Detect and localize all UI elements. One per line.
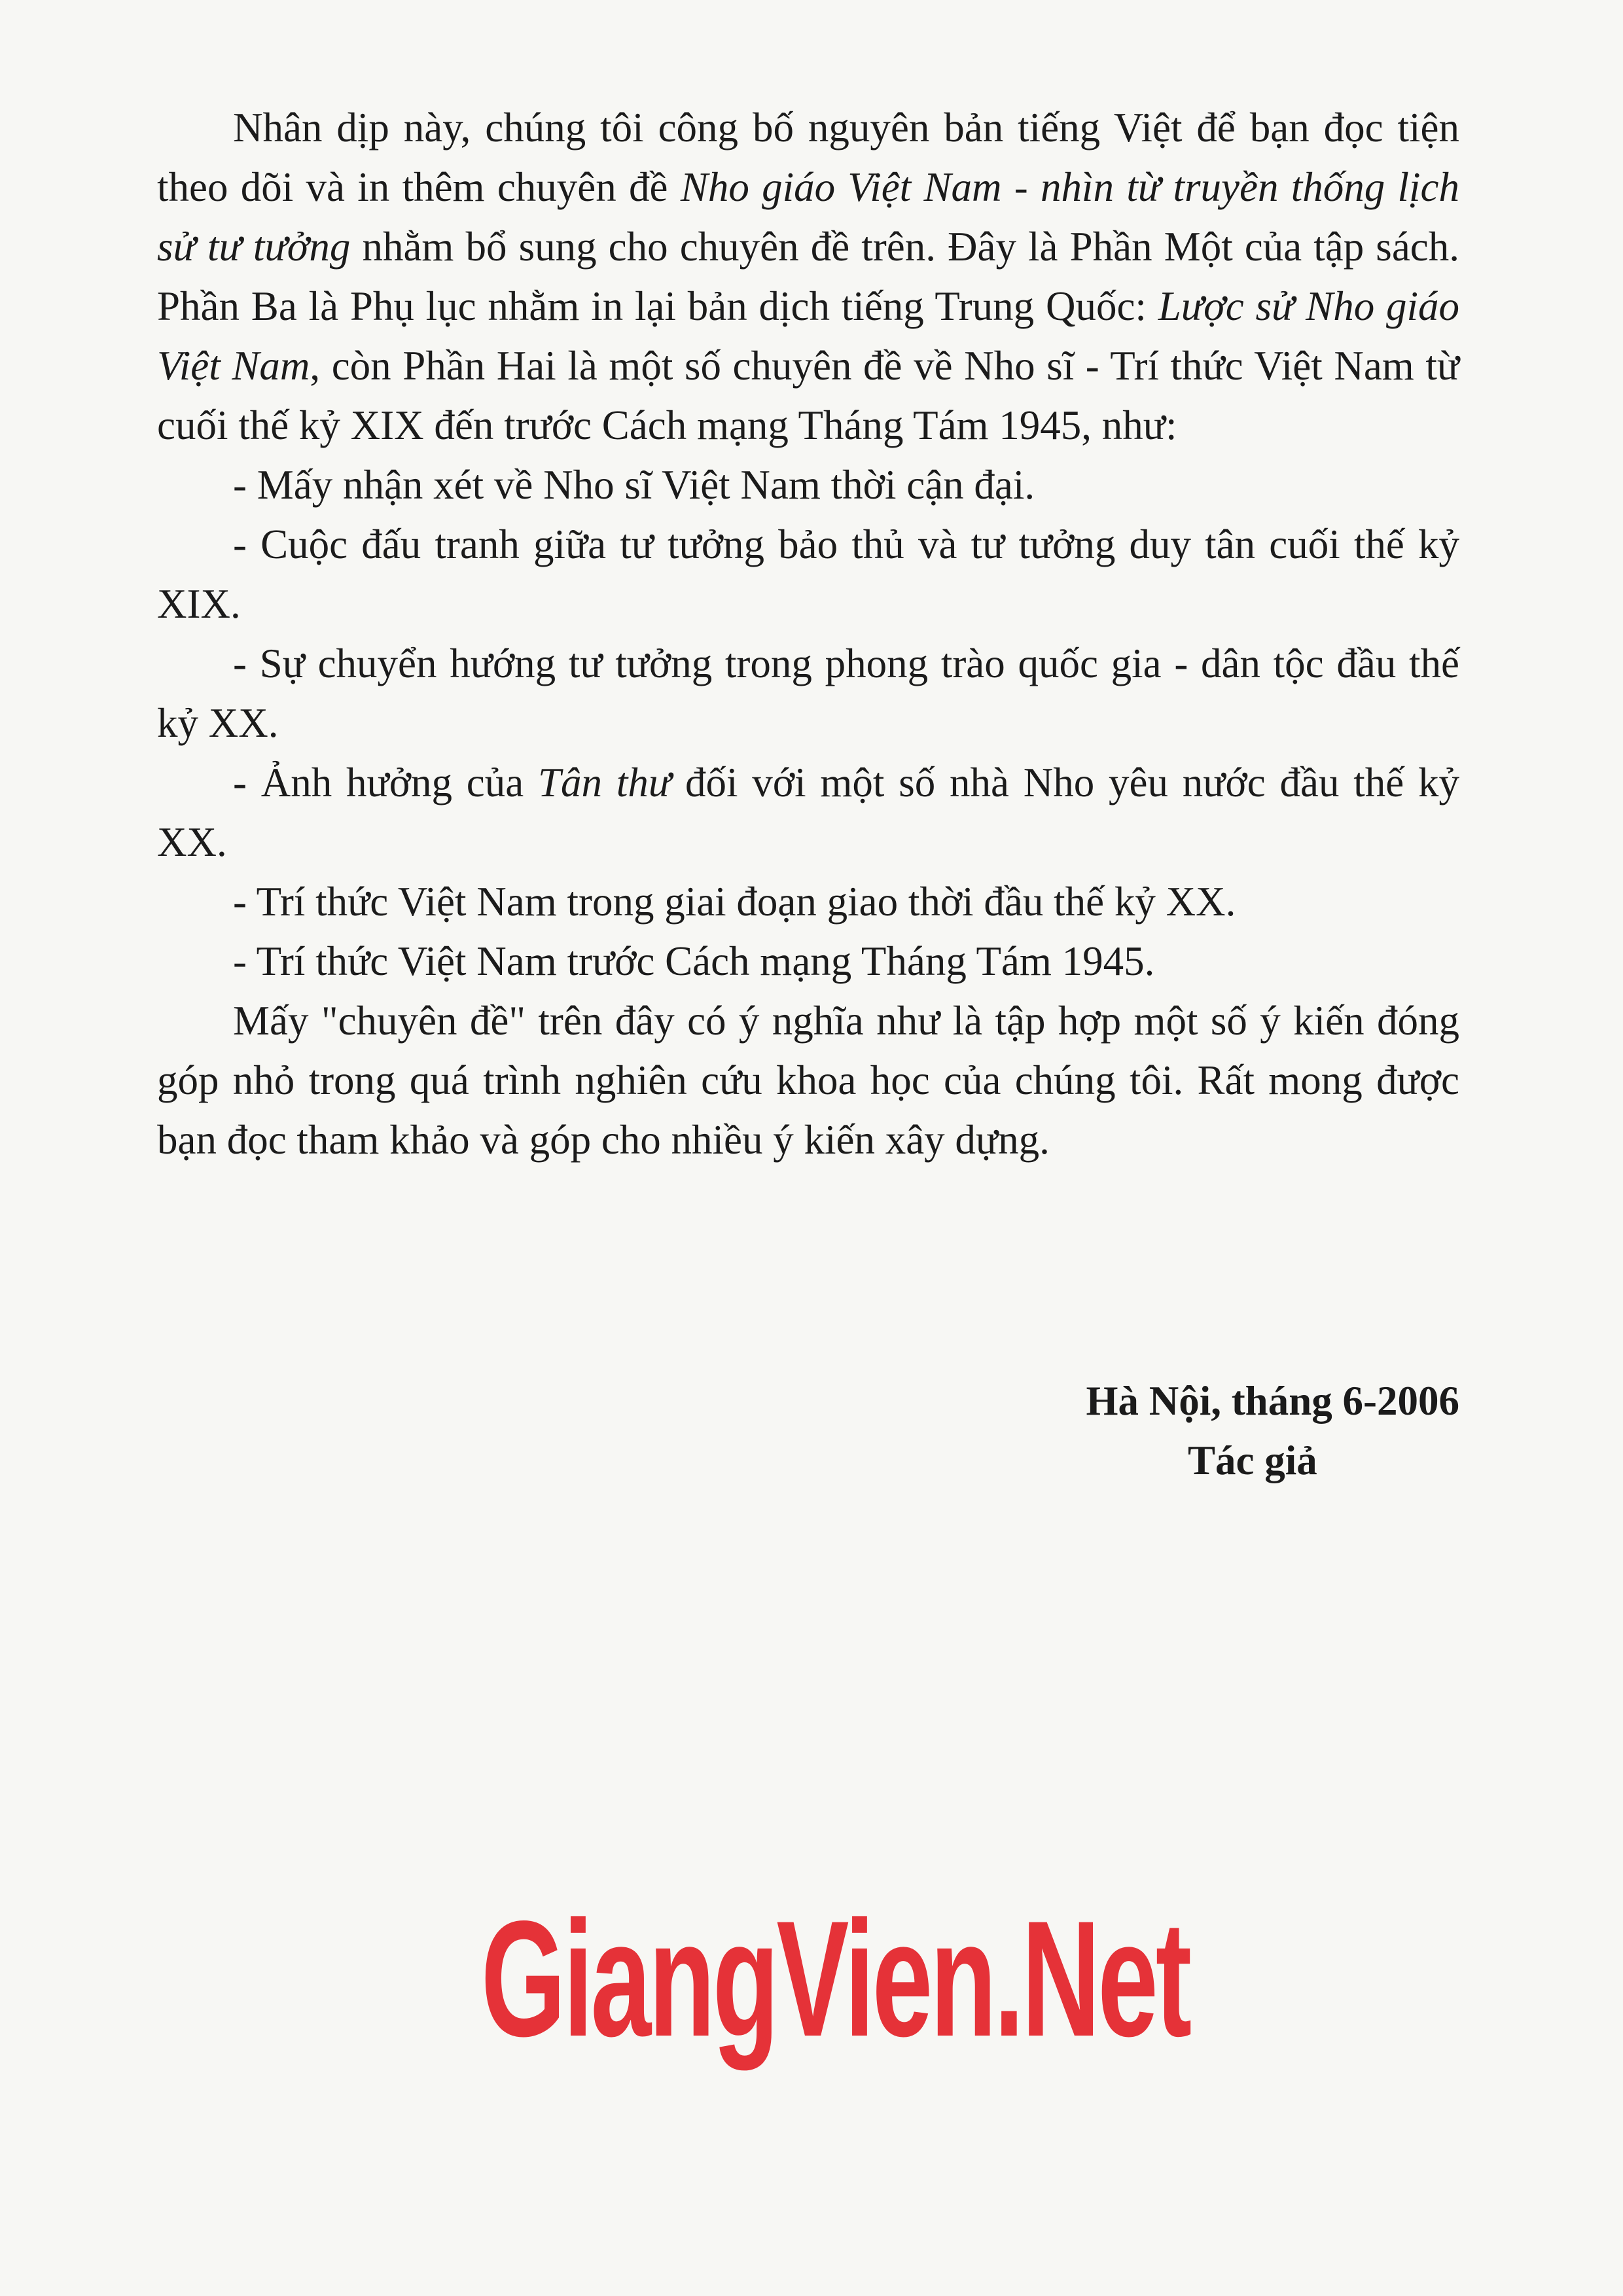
closing-paragraph: Mấy "chuyên đề" trên đây có ý nghĩa như là tập hợp một số ý kiến đóng góp nhỏ trong quá trình nghiên cứu khoa học của chúng tôi. Rất mong được bạn đọc tham khảo và góp cho nhiều ý kiến xây dựng.: [157, 998, 1459, 1163]
bleed-through-texture: [157, 1426, 1459, 2277]
topic-item: - Cuộc đấu tranh giữa tư tưởng bảo thủ và tư tưởng duy tân cuối thế kỷ XIX.: [157, 521, 1459, 627]
italic-title-luoc-su: Lược sử Nho giáo Việt Nam: [157, 283, 1459, 389]
intro-paragraph: Nhân dịp này, chúng tôi công bố nguyên bản tiếng Việt để bạn đọc tiện theo dõi và in thêm chuyên đề Nho giáo Việt Nam - nhìn từ truyền thống lịch sử tư tưởng nhằm bổ sung cho chuyên đề trên. Đây là Phần Một của tập sách. Phần Ba là Phụ lục nhằm in lại bản dịch tiếng Trung Quốc: Lược sử Nho giáo Việt Nam, còn Phần Hai là một số chuyên đề về Nho sĩ - Trí thức Việt Nam từ cuối thế kỷ XIX đến trước Cách mạng Tháng Tám 1945, như:: [157, 105, 1460, 448]
topic-item: - Trí thức Việt Nam trước Cách mạng Tháng Tám 1945.: [233, 938, 1155, 984]
italic-title-nho-giao: Nho giáo Việt Nam - nhìn từ truyền thống lịch sử tư tưởng: [157, 164, 1459, 270]
site-watermark: GiangVien.Net: [481, 1887, 1190, 2071]
author-label: Tác giả: [1188, 1438, 1317, 1483]
italic-tan-thu: Tân thư: [538, 760, 671, 805]
topic-item: - Trí thức Việt Nam trong giai đoạn giao thời đầu thế kỷ XX.: [233, 879, 1236, 925]
topic-item: - Sự chuyển hướng tư tưởng trong phong trào quốc gia - dân tộc đầu thế kỷ XX.: [157, 641, 1459, 746]
place-date: Hà Nội, tháng 6-2006: [1086, 1378, 1459, 1424]
topic-item: - Ảnh hưởng của Tân thư đối với một số nhà Nho yêu nước đầu thế kỷ XX.: [157, 760, 1459, 865]
signature-block: [916, 1371, 1459, 1491]
topic-item: - Mấy nhận xét về Nho sĩ Việt Nam thời cận đại.: [233, 462, 1035, 508]
body-text: [157, 98, 1459, 1170]
